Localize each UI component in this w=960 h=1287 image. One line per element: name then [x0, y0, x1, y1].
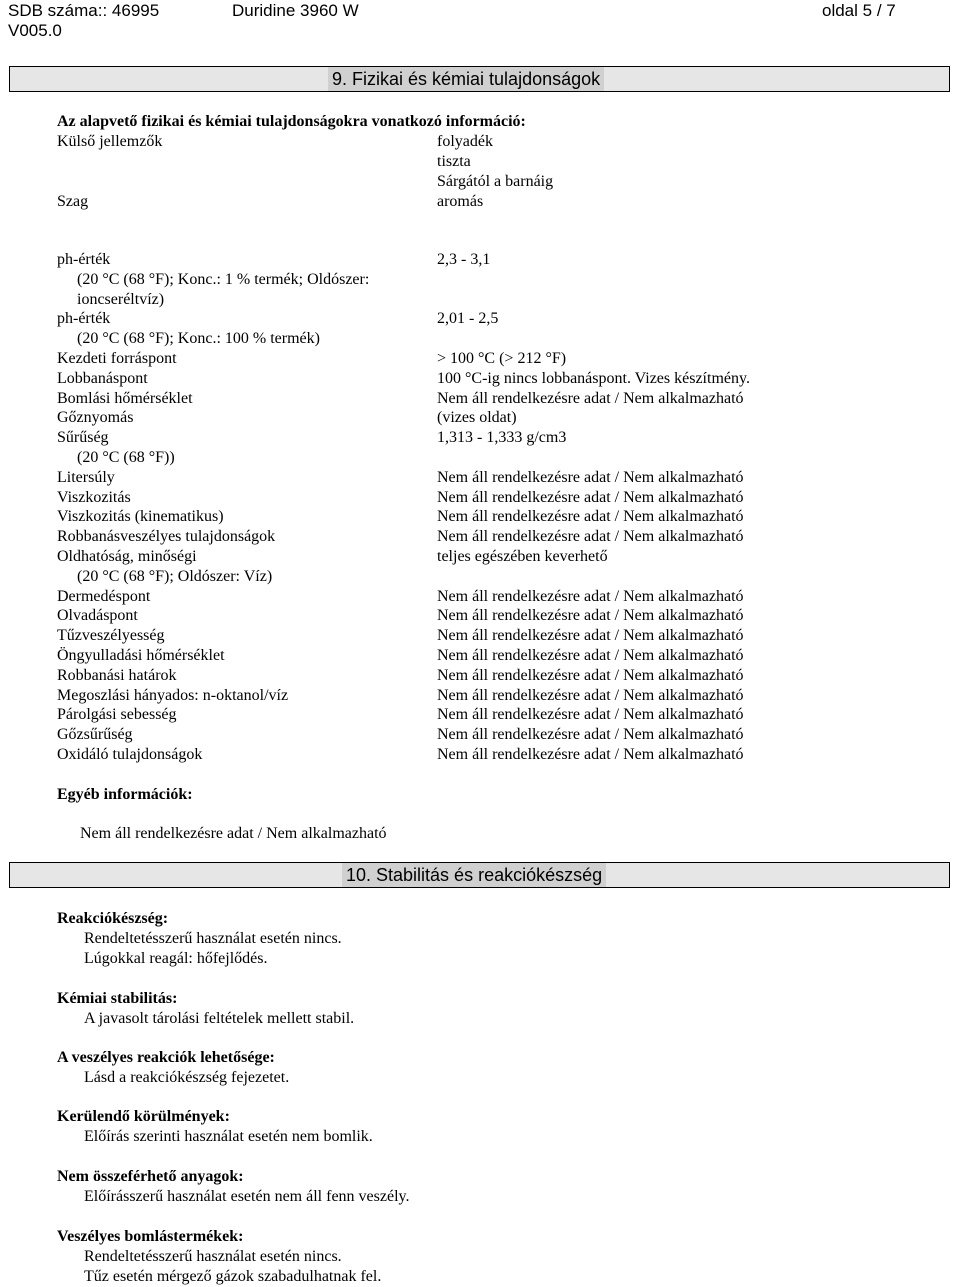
property-label: Gőzsűrűség	[57, 726, 133, 744]
property-label: Olvadáspont	[57, 607, 138, 625]
other-info-label: Egyéb információk:	[57, 786, 193, 803]
property-label: Párolgási sebesség	[57, 706, 177, 724]
property-label: (20 °C (68 °F))	[77, 449, 175, 466]
property-value: Nem áll rendelkezésre adat / Nem alkalmazható	[437, 587, 744, 605]
property-label: Robbanási határok	[57, 666, 177, 684]
property-value: teljes egészében keverhető	[437, 548, 608, 565]
property-row	[0, 745, 960, 765]
property-row	[0, 448, 960, 468]
property-value: Nem áll rendelkezésre adat / Nem alkalmazható	[437, 607, 744, 625]
property-label: Viszkozitás (kinematikus)	[57, 508, 224, 526]
section10-text: Lásd a reakciókészség fejezetet.	[84, 1069, 290, 1086]
property-label: Oxidáló tulajdonságok	[57, 746, 203, 763]
appearance-label: Külső jellemzők	[57, 133, 163, 150]
property-row	[0, 527, 960, 547]
property-row	[0, 329, 960, 349]
property-value: Nem áll rendelkezésre adat / Nem alkalmazható	[437, 389, 744, 407]
odor-label: Szag	[57, 193, 89, 210]
sdb-number: SDB száma:: 46995	[8, 1, 160, 20]
property-value: Nem áll rendelkezésre adat / Nem alkalmazható	[437, 726, 744, 744]
section10-text: Előírás szerinti használat esetén nem bomlik.	[84, 1128, 373, 1145]
property-label: Megoszlási hányados: n-oktanol/víz	[57, 686, 289, 704]
section10-text: Lúgokkal reagál: hőfejlődés.	[84, 950, 268, 967]
property-value: Nem áll rendelkezésre adat / Nem alkalmazható	[437, 468, 744, 486]
property-row	[0, 547, 960, 567]
page-indicator: oldal 5 / 7	[822, 1, 896, 20]
section10-heading: Reakciókészség:	[57, 910, 169, 927]
property-label: Dermedéspont	[57, 587, 151, 605]
property-label: (20 °C (68 °F); Konc.: 100 % termék)	[77, 330, 320, 348]
property-value: Nem áll rendelkezésre adat / Nem alkalmazható	[437, 627, 744, 645]
property-label: Lobbanáspont	[57, 369, 148, 387]
other-info-value: Nem áll rendelkezésre adat / Nem alkalmazható	[80, 825, 387, 842]
property-value: 2,01 - 2,5	[437, 310, 499, 328]
property-row	[0, 686, 960, 706]
property-label: ph-érték	[57, 251, 111, 268]
section10-heading: Kémiai stabilitás:	[57, 990, 178, 1007]
property-row	[0, 309, 960, 329]
section9-band	[9, 66, 950, 92]
property-value: 100 °C-ig nincs lobbanáspont. Vizes készítmény.	[437, 369, 750, 387]
property-label: Robbanásveszélyes tulajdonságok	[57, 528, 276, 546]
property-row	[0, 250, 960, 270]
property-row	[0, 468, 960, 488]
property-value: (vizes oldat)	[437, 409, 517, 427]
section10-heading: Nem összeférhető anyagok:	[57, 1168, 244, 1185]
property-value: Nem áll rendelkezésre adat / Nem alkalmazható	[437, 488, 744, 506]
property-row	[0, 488, 960, 508]
section10-heading: Veszélyes bomlástermékek:	[57, 1228, 244, 1245]
property-label: Oldhatóság, minőségi	[57, 548, 197, 565]
property-row	[0, 408, 960, 428]
section10-text: Rendeltetésszerű használat esetén nincs.	[84, 930, 342, 947]
section10-heading: Kerülendő körülmények:	[57, 1108, 230, 1125]
odor-value: aromás	[437, 193, 484, 210]
property-label: ioncseréltvíz)	[77, 290, 165, 308]
property-value: Nem áll rendelkezésre adat / Nem alkalmazható	[437, 647, 744, 664]
property-row	[0, 428, 960, 448]
property-label: Gőznyomás	[57, 409, 134, 427]
property-value: Nem áll rendelkezésre adat / Nem alkalmazható	[437, 528, 744, 546]
product-name: Duridine 3960 W	[232, 1, 359, 20]
section10-heading: A veszélyes reakciók lehetősége:	[57, 1049, 275, 1066]
property-label: Sűrűség	[57, 429, 109, 447]
property-label: Litersúly	[57, 468, 115, 486]
appearance-value: folyadék	[437, 133, 493, 150]
property-label: ph-érték	[57, 310, 111, 328]
property-row	[0, 349, 960, 369]
appearance-value: tiszta	[437, 153, 471, 170]
property-value: Nem áll rendelkezésre adat / Nem alkalmazható	[437, 666, 744, 684]
property-row	[0, 587, 960, 607]
property-label: Tűzveszélyesség	[57, 627, 165, 645]
property-row	[0, 666, 960, 686]
property-row	[0, 290, 960, 310]
property-row	[0, 646, 960, 666]
property-row	[0, 705, 960, 725]
property-row	[0, 270, 960, 290]
property-value: > 100 °C (> 212 °F)	[437, 350, 567, 367]
section10-band	[9, 862, 950, 888]
property-label: Kezdeti forráspont	[57, 350, 177, 367]
property-value: Nem áll rendelkezésre adat / Nem alkalmazható	[437, 686, 744, 704]
property-label: (20 °C (68 °F); Oldószer: Víz)	[77, 567, 273, 585]
property-row	[0, 567, 960, 587]
version: V005.0	[8, 21, 62, 40]
property-row	[0, 507, 960, 527]
appearance-value: Sárgától a barnáig	[437, 173, 554, 190]
property-label: Bomlási hőmérséklet	[57, 389, 193, 407]
section9-intro: Az alapvető fizikai és kémiai tulajdonságokra vonatkozó információ:	[57, 113, 526, 130]
property-row	[0, 606, 960, 626]
property-label: (20 °C (68 °F); Konc.: 1 % termék; Oldószer:	[77, 270, 370, 288]
section10-title: 10. Stabilitás és reakciókészség	[342, 863, 606, 887]
property-value: Nem áll rendelkezésre adat / Nem alkalmazható	[437, 508, 744, 526]
property-row	[0, 389, 960, 409]
property-value: Nem áll rendelkezésre adat / Nem alkalmazható	[437, 746, 744, 763]
property-row	[0, 626, 960, 646]
section10-text: Előírásszerű használat esetén nem áll fenn veszély.	[84, 1188, 410, 1205]
property-value: 2,3 - 3,1	[437, 251, 491, 268]
property-label: Öngyulladási hőmérséklet	[57, 647, 225, 664]
property-value: 1,313 - 1,333 g/cm3	[437, 429, 567, 447]
property-label: Viszkozitás	[57, 488, 131, 506]
property-row	[0, 369, 960, 389]
section9-title: 9. Fizikai és kémiai tulajdonságok	[328, 67, 604, 91]
section10-text: Rendeltetésszerű használat esetén nincs.	[84, 1248, 342, 1265]
property-value: Nem áll rendelkezésre adat / Nem alkalmazható	[437, 706, 744, 724]
property-row	[0, 725, 960, 745]
section10-text: A javasolt tárolási feltételek mellett stabil.	[84, 1010, 355, 1027]
section10-text: Tűz esetén mérgező gázok szabadulhatnak fel.	[84, 1268, 382, 1285]
